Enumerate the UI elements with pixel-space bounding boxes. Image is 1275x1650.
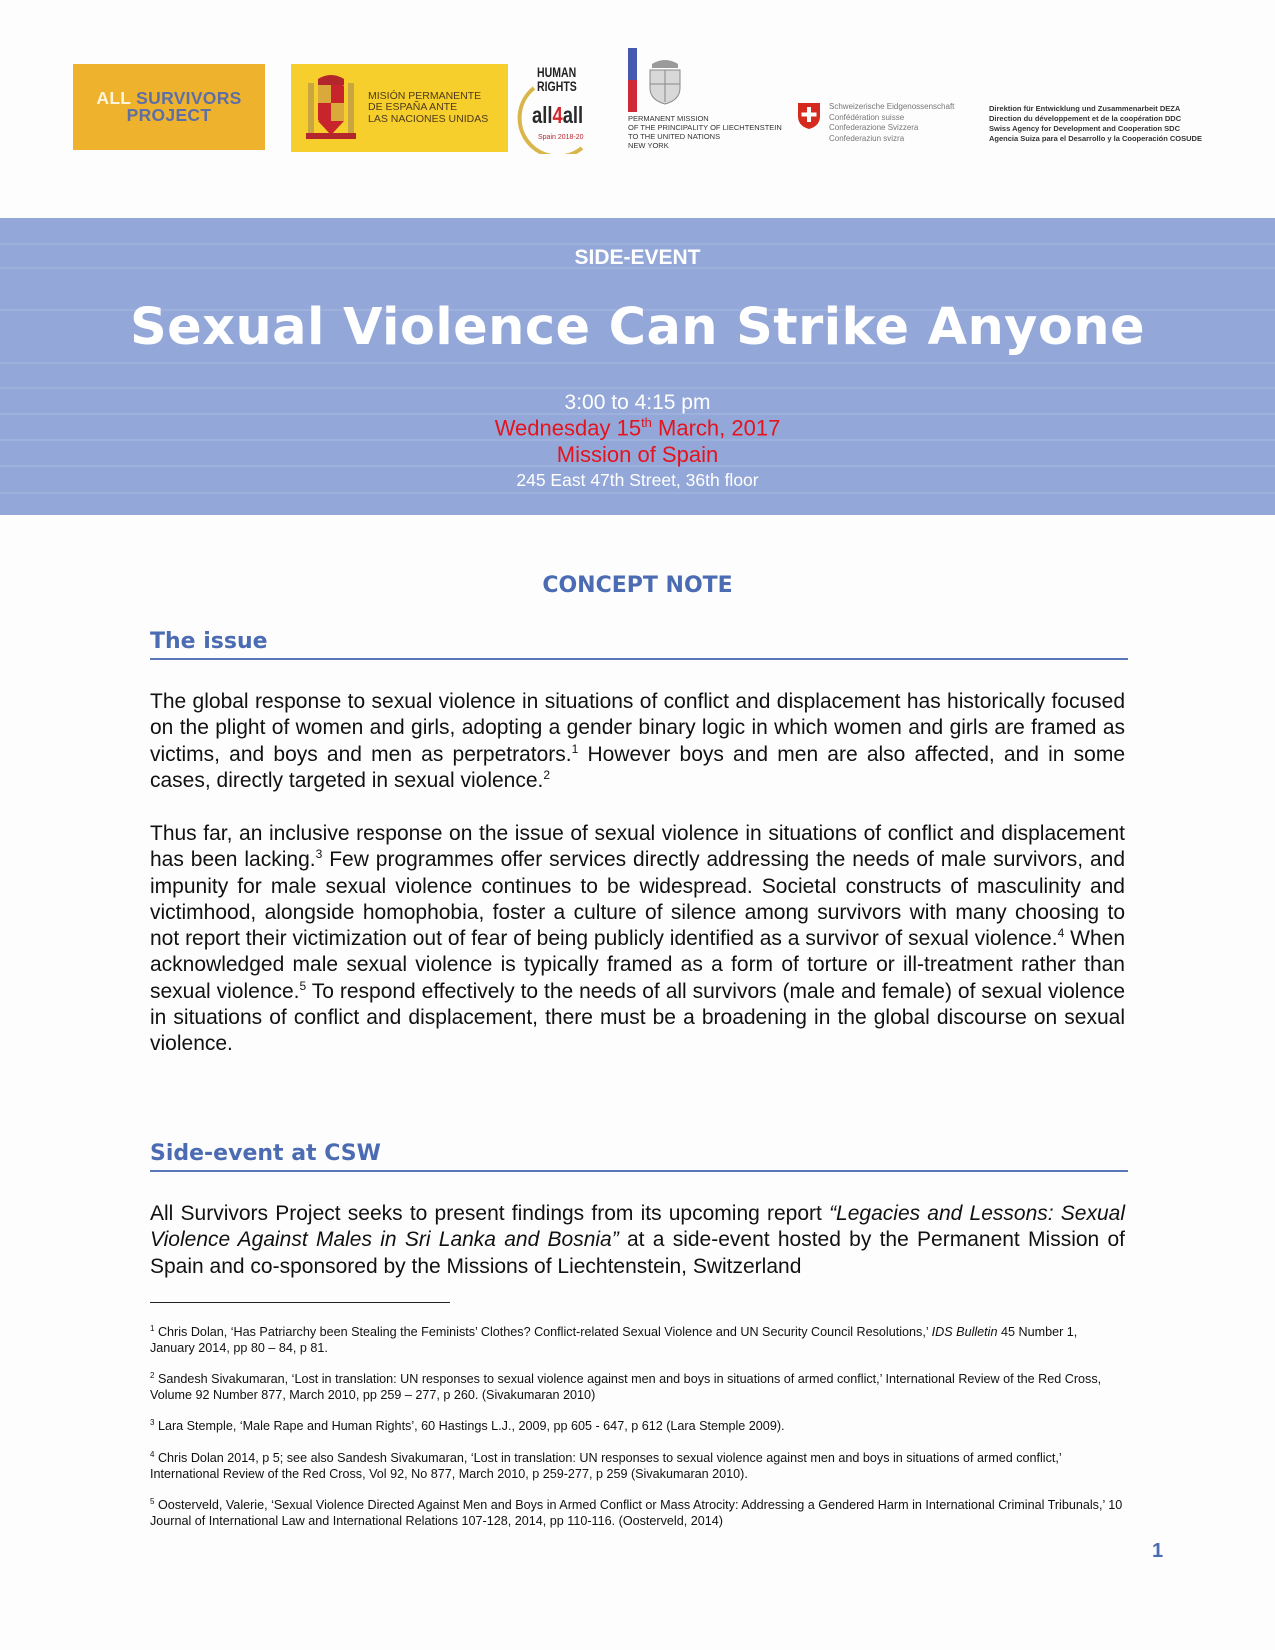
logo-text: 4 — [552, 102, 563, 128]
footnote: $^4$ Chris Dolan 2014, p 5; see also Sandesh Sivakumaran, ‘Lost in translation: UN responses to sexual violence against men and boys in situations of armed conflict,’ International Review of the Red Cross, Vol 92, No 877, March 2010, p 259-277, p 259 (Sivakumaran 2010). — [150, 1450, 1062, 1481]
liechtenstein-crest-icon — [644, 58, 686, 106]
footnotes — [150, 1321, 1125, 1541]
logo-text: OF THE PRINCIPALITY OF LIECHTENSTEIN — [628, 123, 782, 132]
footnote-ref[interactable]: 1 — [571, 741, 579, 756]
logo-text: NEW YORK — [628, 141, 669, 150]
footnote-number: 1 — [150, 1324, 155, 1333]
flag-stripe — [628, 80, 637, 112]
section-heading-side-event-at-csw: Side-event at CSW — [150, 1141, 1128, 1172]
logo-text: PERMANENT MISSION — [628, 114, 709, 123]
page-number: 1 — [1152, 1540, 1164, 1562]
footnote: $^2$ Sandesh Sivakumaran, ‘Lost in translation: UN responses to sexual violence against men and boys in situations of armed conflict,’ International Review of the Red Cross, Volume 92 Number 877, March 2010, pp 259 – 277, p 260. (Sivakumaran 2010) — [150, 1371, 1102, 1402]
logo-text: ALL — [96, 88, 131, 108]
human-rights-all4all-logo — [512, 62, 602, 154]
deza-agency-logo — [989, 104, 1239, 150]
footnote-ref[interactable]: 4 — [1057, 926, 1065, 941]
logo-text: Confederaziun svizra — [829, 133, 905, 143]
concept-note-title: CONCEPT NOTE — [542, 573, 733, 598]
footnote-divider — [150, 1302, 450, 1303]
logo-text: DE ESPAÑA ANTE — [368, 101, 458, 114]
logo-text: RIGHTS — [537, 79, 577, 94]
logo-text: Direktion für Entwicklung und Zusammenarbeit DEZA — [989, 104, 1181, 113]
flag-stripe — [628, 48, 637, 80]
footnote: $^3$ Lara Stemple, ‘Male Rape and Human Rights’, 60 Hastings L.J., 2009, pp 605 - 647, p 612 (Lara Stemple 2009). — [150, 1418, 785, 1434]
liechtenstein-mission-logo — [626, 48, 786, 152]
report-title: “Legacies and Lessons: Sexual Violence Against Males in Sri Lanka and Bosnia” — [150, 1202, 1125, 1252]
logo-text: Spain 2018-20 — [538, 134, 584, 141]
swiss-confederation-logo — [797, 102, 977, 150]
logo-text: SURVIVORS — [136, 88, 242, 108]
logo-text: LAS NACIONES UNIDAS — [368, 112, 489, 125]
swiss-shield-icon — [797, 102, 821, 130]
logo-text: Direction du développement et de la coopération DDC — [989, 114, 1182, 123]
paragraph: Thus far, an inclusive response on the issue of sexual violence in situations of conflict and displacement has been lacking.$^3$ Few programmes offer services directly addressing the needs of male survivors, and impunity for male sexual violence continues to be widespread. Societal constructs of masculinity and victimhood, alongside homophobia, foster a culture of silence among survivors with many choosing to not report their victimization out of fear of being publicly identified as a survivor of sexual violence.$^4$ When acknowledged male sexual violence is typically framed as a form of torture or ill-treatment rather than sexual violence.$^5$ To respond effectively to the needs of all survivors (male and female) of sexual violence in situations of conflict and displacement, there must be a broadening in the global discourse on sexual violence. — [150, 822, 1125, 1056]
logo-text: Agencia Suiza para el Desarrollo y la Cooperación COSUDE — [989, 134, 1202, 143]
event-title: Sexual Violence Can Strike Anyone — [130, 298, 1145, 357]
footnote-number: 5 — [150, 1497, 155, 1507]
logo-text: Confederazione Svizzera — [829, 123, 919, 132]
footnote-number: 3 — [150, 1418, 155, 1428]
event-venue: Mission of Spain — [556, 442, 719, 467]
logo-text: MISIÓN PERMANENTE — [368, 89, 482, 102]
footnote-ref[interactable]: 3 — [315, 847, 323, 862]
logo-text: PROJECT — [126, 105, 212, 125]
logo-text: all — [532, 102, 553, 128]
footnote-ref[interactable]: 5 — [299, 978, 307, 993]
date-ordinal: th — [641, 415, 652, 430]
footnote-ref[interactable]: 2 — [543, 767, 551, 782]
date-text: Wednesday 15 — [494, 415, 642, 441]
footnote-number: 2 — [150, 1371, 155, 1381]
logo-text: Confédération suisse — [829, 112, 905, 122]
spain-coat-of-arms-icon — [304, 73, 358, 143]
logo-text: all — [562, 102, 584, 128]
paragraph: The global response to sexual violence in situations of conflict and displacement has historically focused on the plight of women and girls, adopting a gender binary logic in which women and girls are framed as victims, and boys and men as perpetrators.$^1$ However boys and men are also affected, and in some cases, directly targeted in sexual violence.$^2$ — [150, 690, 1125, 792]
footnote: $^5$ Oosterveld, Valerie, ‘Sexual Violence Directed Against Men and Boys in Armed Conflict or Mass Atrocity: Addressing a Gendered Harm in International Criminal Tribunals,’ 10 Journal of International Law and International Relations 107-128, 2014, pp 110-116. (Oosterveld, 2014) — [150, 1497, 1123, 1528]
spain-mission-logo — [291, 64, 508, 152]
all-survivors-project-logo — [73, 64, 265, 150]
logo-text: Schweizerische Eidgenossenschaft — [829, 102, 955, 111]
section-heading-the-issue: The issue — [150, 629, 1128, 660]
logo-text: Swiss Agency for Development and Cooperation SDC — [989, 124, 1181, 133]
logo-text: HUMAN — [537, 65, 577, 80]
event-banner — [0, 218, 1275, 515]
logo-text: TO THE UNITED NATIONS — [628, 132, 721, 141]
side-event-label: SIDE-EVENT — [574, 246, 701, 269]
footnote: $^1$ Chris Dolan, ‘Has Patriarchy been Stealing the Feminists’ Clothes? Conflict-related Sexual Violence and UN Security Council Resolutions,’ IDS Bulletin 45 Number 1, January 2014, pp 80 – 84, p 81. — [150, 1324, 1078, 1355]
event-date — [0, 415, 1275, 441]
date-text: March, 2017 — [651, 415, 781, 441]
paragraph: All Survivors Project seeks to present findings from its upcoming report “Legacies and Lessons: Sexual Violence Against Males in Sri Lanka and Bosnia” at a side-event hosted by the Permanent Mission of Spain and co-sponsored by the Missions of Liechtenstein, Switzerland — [150, 1202, 1125, 1278]
event-address: 245 East 47th Street, 36th floor — [516, 470, 759, 490]
event-time: 3:00 to 4:15 pm — [564, 391, 711, 414]
footnote-number: 4 — [150, 1450, 155, 1460]
